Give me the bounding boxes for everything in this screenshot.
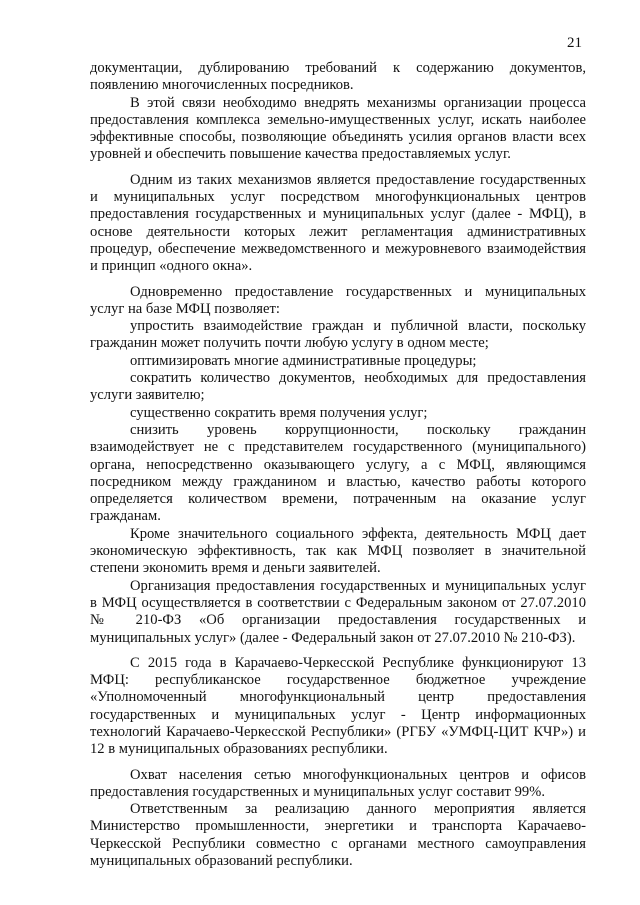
paragraph: С 2015 года в Карачаево-Черкесской Республике функционируют 13 МФЦ: республиканское государственное бюджетное учреждение «Уполномоченный многофункциональный центр предоставления государственных и муниципальных услуг - Центр информационных технологий Карачаево-Черкесской Республики» (РГБУ «УМФЦ-ЦИТ КЧР») и 12 в муниципальных образованиях республики.	[90, 654, 586, 758]
document-body	[90, 60, 586, 870]
list-item: оптимизировать многие административные процедуры;	[130, 352, 477, 369]
paragraph-continuation: документации, дублированию требований к содержанию документов, появлению многочисленных посредников.	[90, 60, 586, 94]
list-item: упростить взаимодействие граждан и публичной власти, поскольку гражданин может получить почти любую услугу в одном месте;	[90, 318, 586, 352]
paragraph: Кроме значительного социального эффекта, деятельность МФЦ дает экономическую эффективность, так как МФЦ позволяет в значительной степени экономить время и деньги заявителей.	[90, 525, 586, 577]
paragraph: В этой связи необходимо внедрять механизмы организации процесса предоставления комплекса земельно-имущественных услуг, искать наиболее эффективные способы, позволяющие объединять усилия органов власти всех уровней и обеспечить повышение качества предоставляемых услуг.	[90, 94, 586, 163]
paragraph: Охват населения сетью многофункциональных центров и офисов предоставления государственных и муниципальных услуг составит 99%.	[90, 766, 586, 800]
paragraph: Ответственным за реализацию данного мероприятия является Министерство промышленности, энергетики и транспорта Карачаево-Черкесской Республики совместно с органами местного самоуправления муниципальных образований республики.	[90, 801, 586, 870]
paragraph: Одновременно предоставление государственных и муниципальных услуг на базе МФЦ позволяет:	[90, 283, 586, 317]
list-item: сократить количество документов, необходимых для предоставления услуги заявителю;	[90, 370, 586, 404]
paragraph: Организация предоставления государственных и муниципальных услуг в МФЦ осуществляется в соответствии с Федеральным законом от 27.07.2010 № 210-ФЗ «Об организации предоставления государственных и муниципальных услуг» (далее - Федеральный закон от 27.07.2010 № 210-ФЗ).	[90, 577, 586, 646]
paragraph: Одним из таких механизмов является предоставление государственных и муниципальных услуг посредством многофункциональных центров предоставления государственных и муниципальных услуг (далее - МФЦ), в основе деятельности которых лежит регламентация административных процедур, обеспечение межведомственного и межуровневого взаимодействия и принцип «одного окна».	[90, 171, 586, 275]
list-item: снизить уровень коррупционности, поскольку гражданин взаимодействует не с представителем государственного (муниципального) органа, непосредственно оказывающего услугу, а с МФЦ, являющимся посредником между гражданином и властью, качество работы которого определяется количеством времени, потраченным на оказание услуг гражданам.	[90, 421, 586, 525]
page-number: 21	[567, 35, 582, 51]
list-item: существенно сократить время получения услуг;	[130, 404, 428, 421]
